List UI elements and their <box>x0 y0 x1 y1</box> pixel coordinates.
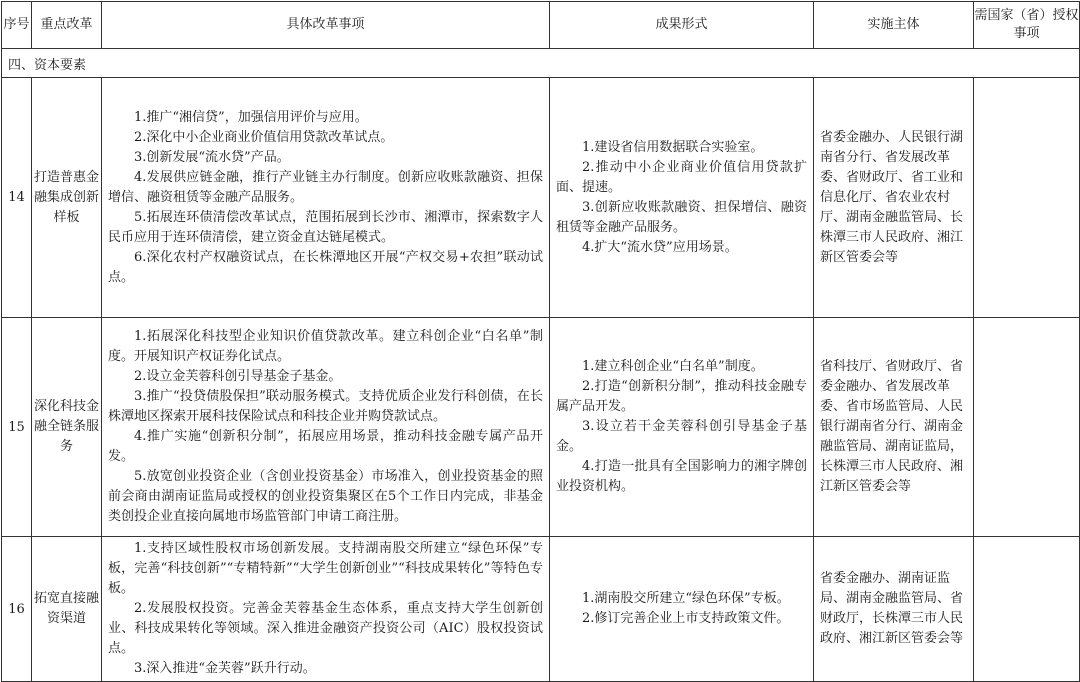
reform-item: 1.支持区域性股权市场创新发展。支持湖南股交所建立“绿色环保”专板，完善“科技创新”“专精特新”“大学生创新创业”“科技成果转化”等特色专板。 <box>108 541 543 596</box>
row-key-reform: 深化科技金融全链条服务 <box>32 318 102 537</box>
header-seq: 序号 <box>2 2 32 49</box>
outcome-item: 4.打造一批具有全国影响力的湘字牌创业投资机构。 <box>556 459 807 494</box>
reform-item: 5.放宽创业投资企业（含创业投资基金）市场准入，创业投资基金的照前会商由湖南证监局或授权的创业投资集聚区在5个工作日内完成，非基金类创投企业直接向属地市场监管部门申请工商注册。 <box>108 469 543 524</box>
row-authorization <box>974 78 1080 318</box>
reform-item: 3.推广“投贷债股保担”联动服务模式。支持优质企业发行科创债，在长株潭地区探索开展科技保险试点和科技企业并购贷款试点。 <box>108 389 543 424</box>
outcome-item: 2.打造“创新积分制”，推动科技金融专属产品开发。 <box>556 379 807 414</box>
outcome-item: 4.扩大“流水贷”应用场景。 <box>582 239 738 255</box>
table-row <box>2 537 1080 682</box>
row-authorization <box>974 537 1080 682</box>
row-outcomes <box>550 537 814 682</box>
row-outcomes <box>550 78 814 318</box>
row-key-reform: 打造普惠金融集成创新样板 <box>32 78 102 318</box>
row-seq: 14 <box>2 78 32 318</box>
reform-item: 3.深入推进“金芙蓉”跃升行动。 <box>134 661 316 676</box>
reform-item: 6.深化农村产权融资试点，在长株潭地区开展“产权交易+农担”联动试点。 <box>108 249 543 285</box>
outcome-item: 2.推动中小企业商业价值信用贷款扩面、提速。 <box>556 159 807 195</box>
row-items <box>102 318 550 537</box>
row-subject: 省科技厅、省财政厅、省委金融办、省发展改革委、省市场监管局、人民银行湖南省分行、湖南金融监管局、湖南证监局，长株潭三市人民政府、湘江新区管委会等 <box>814 318 974 537</box>
reform-item: 2.发展股权投资。完善金芙蓉基金生态体系，重点支持大学生创新创业、科技成果转化等领域。深入推进金融资产投资公司（AIC）股权投资试点。 <box>108 601 543 656</box>
reform-item: 3.创新发展“流水贷”产品。 <box>134 149 290 165</box>
row-key-reform: 拓宽直接融资渠道 <box>32 537 102 682</box>
outcome-item: 3.创新应收账款融资、担保增信、融资租赁等金融产品服务。 <box>556 199 807 235</box>
reform-item: 1.拓展深化科技型企业知识价值贷款改革。建立科创企业“白名单”制度。开展知识产权证券化试点。 <box>108 329 543 364</box>
header-items: 具体改革事项 <box>102 2 550 49</box>
reform-item: 5.拓展连环债清偿改革试点，范围拓展到长沙市、湘潭市，探索数字人民币应用于连环债清偿，建立资金直达链尾模式。 <box>108 209 543 245</box>
header-outcome: 成果形式 <box>550 2 814 49</box>
outcome-item: 1.建立科创企业“白名单”制度。 <box>582 359 764 374</box>
row-authorization <box>974 318 1080 537</box>
row-outcomes <box>550 318 814 537</box>
header-authorization: 需国家（省）授权事项 <box>974 2 1080 49</box>
outcome-item: 1.建设省信用数据联合实验室。 <box>582 139 764 155</box>
table-row <box>2 318 1080 537</box>
outcome-item: 2.修订完善企业上市支持政策文件。 <box>582 611 790 626</box>
reform-table <box>1 1 1080 682</box>
reform-item: 1.推广“湘信贷”，加强信用评价与应用。 <box>134 109 368 125</box>
header-subject: 实施主体 <box>814 2 974 49</box>
row-subject: 省委金融办、人民银行湖南省分行、省发展改革委、省财政厅、省工业和信息化厅、省农业农村厅、湖南金融监管局、长株潭三市人民政府、湘江新区管委会等 <box>814 78 974 318</box>
section-row <box>2 49 1080 78</box>
reform-item: 4.发展供应链金融，推行产业链主办行制度。创新应收账款融资、担保增信、融资租赁等金融产品服务。 <box>108 169 543 205</box>
header-key-reform: 重点改革 <box>32 2 102 49</box>
row-items <box>102 78 550 318</box>
outcome-item: 3.设立若干金芙蓉科创引导基金子基金。 <box>556 419 807 454</box>
row-seq: 15 <box>2 318 32 537</box>
table-row <box>2 78 1080 318</box>
row-subject: 省委金融办、湖南证监局、湖南金融监管局、省财政厅，长株潭三市人民政府、湘江新区管委会等 <box>814 537 974 682</box>
reform-item: 2.设立金芙蓉科创引导基金子基金。 <box>134 369 342 384</box>
row-items <box>102 537 550 682</box>
outcome-item: 1.湖南股交所建立“绿色环保”专板。 <box>582 591 790 606</box>
row-seq: 16 <box>2 537 32 682</box>
header-row <box>2 2 1080 49</box>
reform-item: 2.深化中小企业商业价值信用贷款改革试点。 <box>134 129 394 145</box>
reform-item: 4.推广实施“创新积分制”，拓展应用场景，推动科技金融专属产品开发。 <box>108 429 543 464</box>
section-title: 四、资本要素 <box>2 49 1080 78</box>
